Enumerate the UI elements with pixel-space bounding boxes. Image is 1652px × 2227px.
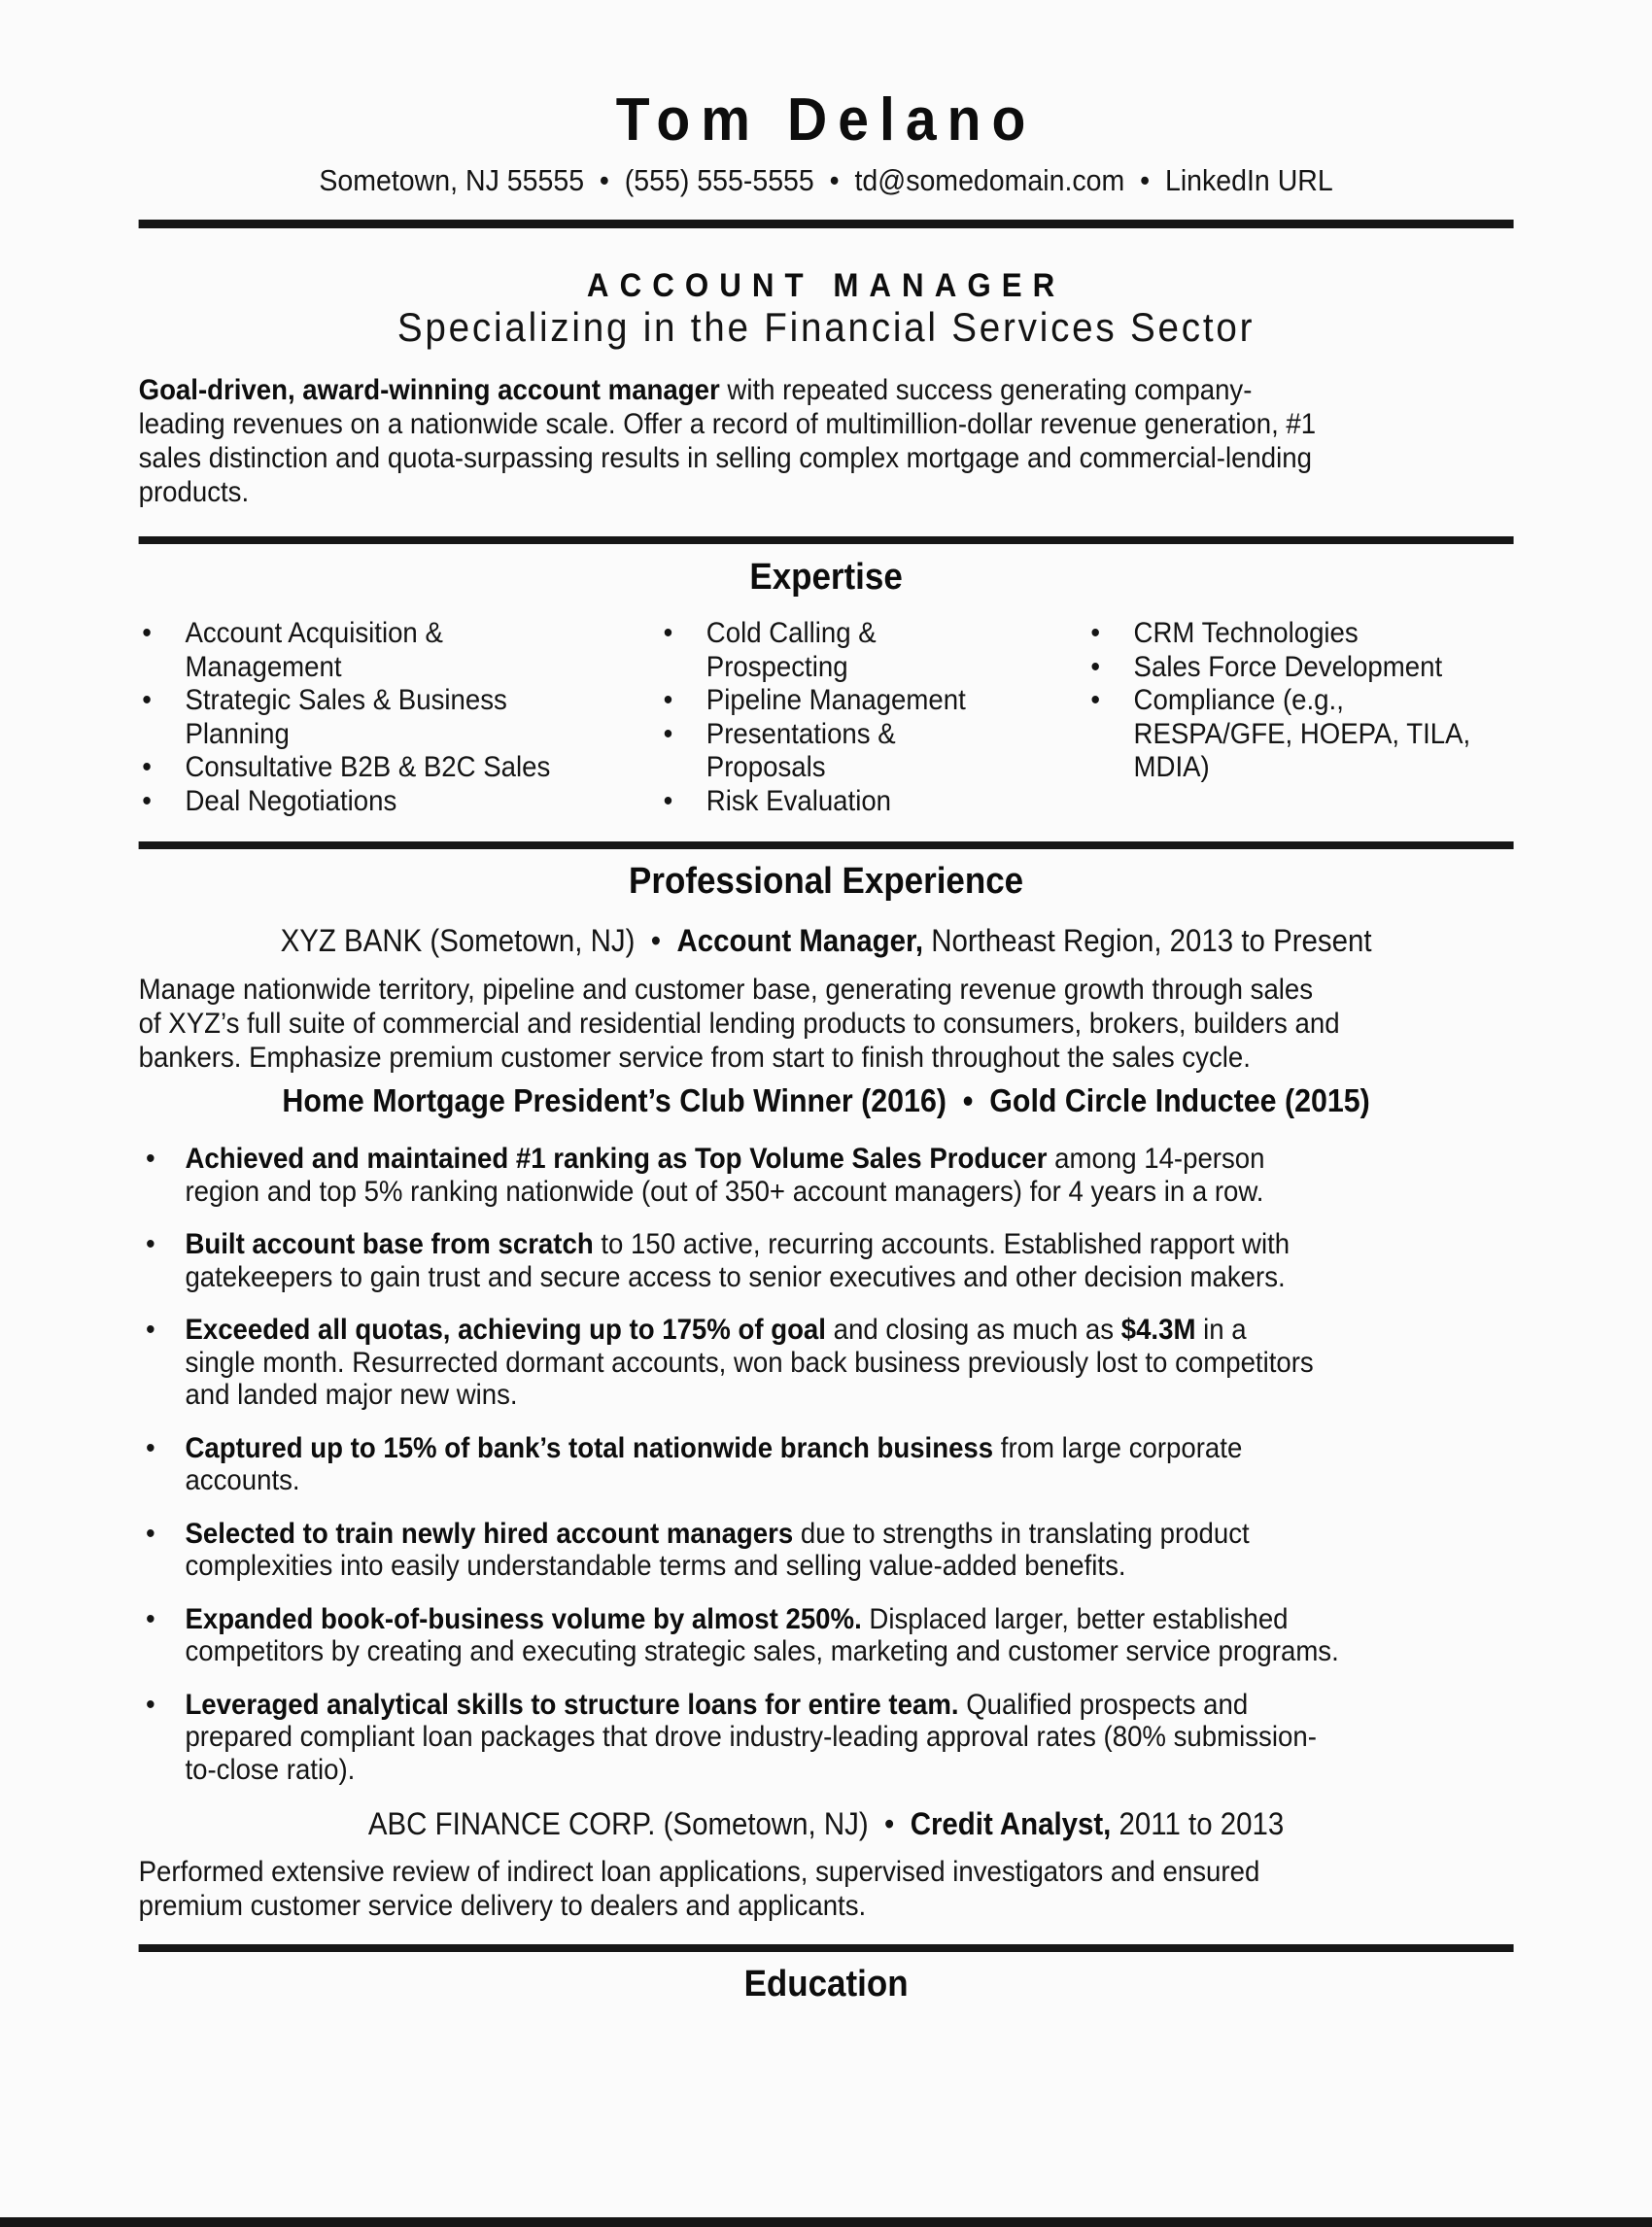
summary-paragraph (139, 373, 1514, 509)
text-line (139, 1889, 1514, 1923)
text: CRM Technologies (1133, 617, 1359, 649)
text: XYZ BANK (Sometown, NJ) • (280, 923, 677, 958)
text-line (185, 1464, 1513, 1497)
text: prepared compliant loan packages that drove industry-leading approval rates (80% submission- (185, 1721, 1317, 1753)
list-item (139, 1228, 1514, 1293)
text-line (185, 617, 663, 651)
text: Presentations & (706, 717, 896, 750)
text-line (139, 475, 1514, 509)
text: MDIA) (1133, 751, 1210, 783)
list-item (664, 684, 1091, 718)
text: Proposals (706, 751, 826, 783)
contact-line: Sometown, NJ 55555 • (555) 555-5555 • td@somedomain.com • LinkedIn URL (319, 163, 1333, 197)
text-line (185, 1550, 1513, 1583)
achievement-list (139, 1143, 1514, 1786)
job-title-line (139, 1806, 1514, 1841)
text: from large corporate (993, 1431, 1243, 1464)
text: Prospecting (706, 650, 848, 683)
job-description (139, 973, 1514, 1075)
list-item (139, 1603, 1514, 1668)
text: and landed major new wins. (185, 1379, 518, 1411)
text-line (1134, 651, 1514, 685)
bold-text: Expanded book-of-business volume by almost 250%. (185, 1602, 862, 1635)
text: Manage nationwide territory, pipeline and customer base, generating revenue growth through sales (138, 974, 1314, 1006)
text-line (1134, 751, 1514, 785)
candidate-name: Tom Delano (615, 86, 1037, 154)
text: Management (185, 650, 342, 683)
text-line (185, 718, 663, 752)
bold-text: Credit Analyst, (910, 1806, 1112, 1841)
text-line (185, 1635, 1513, 1668)
bold-text: Account Manager, (676, 923, 924, 958)
text: Northeast Region, 2013 to Present (923, 923, 1372, 958)
list-item (664, 785, 1091, 819)
text: Consultative B2B & B2C Sales (185, 751, 551, 783)
text: Deal Negotiations (185, 784, 397, 817)
text: sales distinction and quota-surpassing results in selling complex mortgage and commercial-lending (138, 442, 1312, 474)
text-line (706, 718, 1091, 752)
education-heading: Education (743, 1964, 909, 2004)
text-line (139, 407, 1514, 441)
text-line (185, 1721, 1513, 1754)
text: 2011 to 2013 (1111, 1806, 1285, 1841)
section-divider-expertise (139, 536, 1514, 544)
expertise-column-3 (1090, 617, 1513, 818)
text-line (185, 1518, 1513, 1551)
bold-text: Achieved and maintained #1 ranking as Top Volume Sales Producer (185, 1143, 1048, 1175)
job-description (139, 1855, 1514, 1923)
text: Displaced larger, better established (861, 1602, 1289, 1635)
section-divider-education (139, 1944, 1514, 1952)
text-line (706, 651, 1091, 685)
text-line (185, 1261, 1513, 1294)
text-line (706, 684, 1091, 718)
section-divider-experience (139, 841, 1514, 849)
list-item (142, 684, 663, 751)
text: Compliance (e.g., (1133, 684, 1344, 716)
page-bottom-edge (0, 2217, 1652, 2227)
text-line (706, 751, 1091, 785)
list-item (664, 718, 1091, 785)
role-tagline: Specializing in the Financial Services Sector (396, 304, 1256, 350)
experience-heading: Professional Experience (629, 861, 1024, 902)
text: RESPA/GFE, HOEPA, TILA, (1133, 717, 1471, 750)
list-item (142, 617, 663, 684)
list-item (1090, 651, 1513, 685)
text-line (185, 684, 663, 718)
text-line (185, 1603, 1513, 1636)
text-line (1134, 684, 1514, 718)
bold-text: Selected to train newly hired account managers (185, 1517, 794, 1550)
text: Cold Calling & (706, 617, 877, 649)
text-line (185, 1143, 1513, 1176)
text: competitors by creating and executing strategic sales, marketing and customer service programs. (185, 1635, 1339, 1667)
text: among 14-person (1047, 1143, 1265, 1175)
text-line (185, 1314, 1513, 1347)
text-line (185, 1689, 1513, 1722)
text: gatekeepers to gain trust and secure access to senior executives and other decision makers. (185, 1260, 1286, 1293)
text-line (185, 751, 663, 785)
list-item (139, 1314, 1514, 1412)
expertise-column-1 (142, 617, 663, 818)
role-title: ACCOUNT MANAGER (586, 267, 1066, 304)
bold-text: $4.3M (1120, 1314, 1196, 1346)
text-line (1134, 617, 1514, 651)
bold-text: Goal-driven, award-winning account manager (138, 374, 720, 406)
header-divider (139, 220, 1514, 228)
resume-content (0, 86, 1652, 2004)
list-item (139, 1143, 1514, 1208)
text: complexities into easily understandable terms and selling value-added benefits. (185, 1550, 1126, 1582)
list-item (139, 1689, 1514, 1787)
bold-text: Home Mortgage President’s Club Winner (2016) • Gold Circle Inductee (2015) (282, 1082, 1370, 1118)
text-line (139, 1855, 1514, 1889)
expertise-column-2 (664, 617, 1091, 818)
text: products. (138, 476, 250, 508)
text: Pipeline Management (706, 684, 966, 716)
text-line (185, 1176, 1513, 1209)
text-line (139, 1041, 1514, 1075)
text: region and top 5% ranking nationwide (out of 350+ account managers) for 4 years in a row. (185, 1175, 1264, 1208)
text-line (185, 1379, 1513, 1412)
text: to 150 active, recurring accounts. Established rapport with (593, 1228, 1291, 1260)
text-line (185, 1432, 1513, 1465)
text: Account Acquisition & (185, 617, 443, 649)
text-line (185, 1228, 1513, 1261)
list-item (1090, 617, 1513, 651)
list-item (142, 785, 663, 819)
text: leading revenues on a nationwide scale. Offer a record of multimillion-dollar revenue generation, #1 (138, 408, 1317, 440)
text-line (1134, 718, 1514, 752)
text-line (139, 973, 1514, 1007)
text: single month. Resurrected dormant accounts, won back business previously lost to competitors (185, 1346, 1314, 1379)
text: ABC FINANCE CORP. (Sometown, NJ) • (367, 1806, 911, 1841)
text: Sales Force Development (1133, 650, 1443, 683)
resume-page (0, 86, 1652, 2227)
text: in a (1195, 1314, 1247, 1346)
text: accounts. (185, 1464, 300, 1496)
text-line (185, 651, 663, 685)
text: Risk Evaluation (706, 784, 892, 817)
expertise-heading: Expertise (749, 557, 903, 598)
text: due to strengths in translating product (793, 1517, 1250, 1550)
list-item (139, 1518, 1514, 1583)
text-line (185, 1347, 1513, 1380)
bold-text: Exceeded all quotas, achieving up to 175% of goal (185, 1314, 826, 1346)
text-line (139, 1007, 1514, 1041)
text-line (706, 785, 1091, 819)
list-item (139, 1432, 1514, 1497)
text: Performed extensive review of indirect loan applications, supervised investigators and ensured (138, 1856, 1260, 1888)
text: Qualified prospects and (958, 1688, 1249, 1721)
text: premium customer service delivery to dealers and applicants. (138, 1890, 867, 1922)
text: and closing as much as (825, 1314, 1121, 1346)
text: Strategic Sales & Business (185, 684, 507, 716)
text: Planning (185, 717, 290, 750)
text: to-close ratio). (185, 1753, 356, 1786)
bold-text: Built account base from scratch (185, 1228, 594, 1260)
text: with repeated success generating company- (719, 374, 1253, 406)
text-line (706, 617, 1091, 651)
text: bankers. Emphasize premium customer service from start to finish throughout the sales cycle. (138, 1042, 1251, 1074)
expertise-columns (139, 617, 1514, 818)
text-line (139, 441, 1514, 475)
list-item (142, 751, 663, 785)
bold-text: Captured up to 15% of bank’s total nationwide branch business (185, 1431, 994, 1464)
awards-line (139, 1082, 1514, 1119)
bold-text: Leveraged analytical skills to structure loans for entire team. (185, 1688, 959, 1721)
text: of XYZ’s full suite of commercial and residential lending products to consumers, brokers, builders and (138, 1008, 1340, 1040)
list-item (1090, 684, 1513, 785)
list-item (664, 617, 1091, 684)
job-title-line (139, 923, 1514, 958)
text-line (185, 785, 663, 819)
text-line (139, 373, 1514, 407)
text-line (185, 1754, 1513, 1787)
